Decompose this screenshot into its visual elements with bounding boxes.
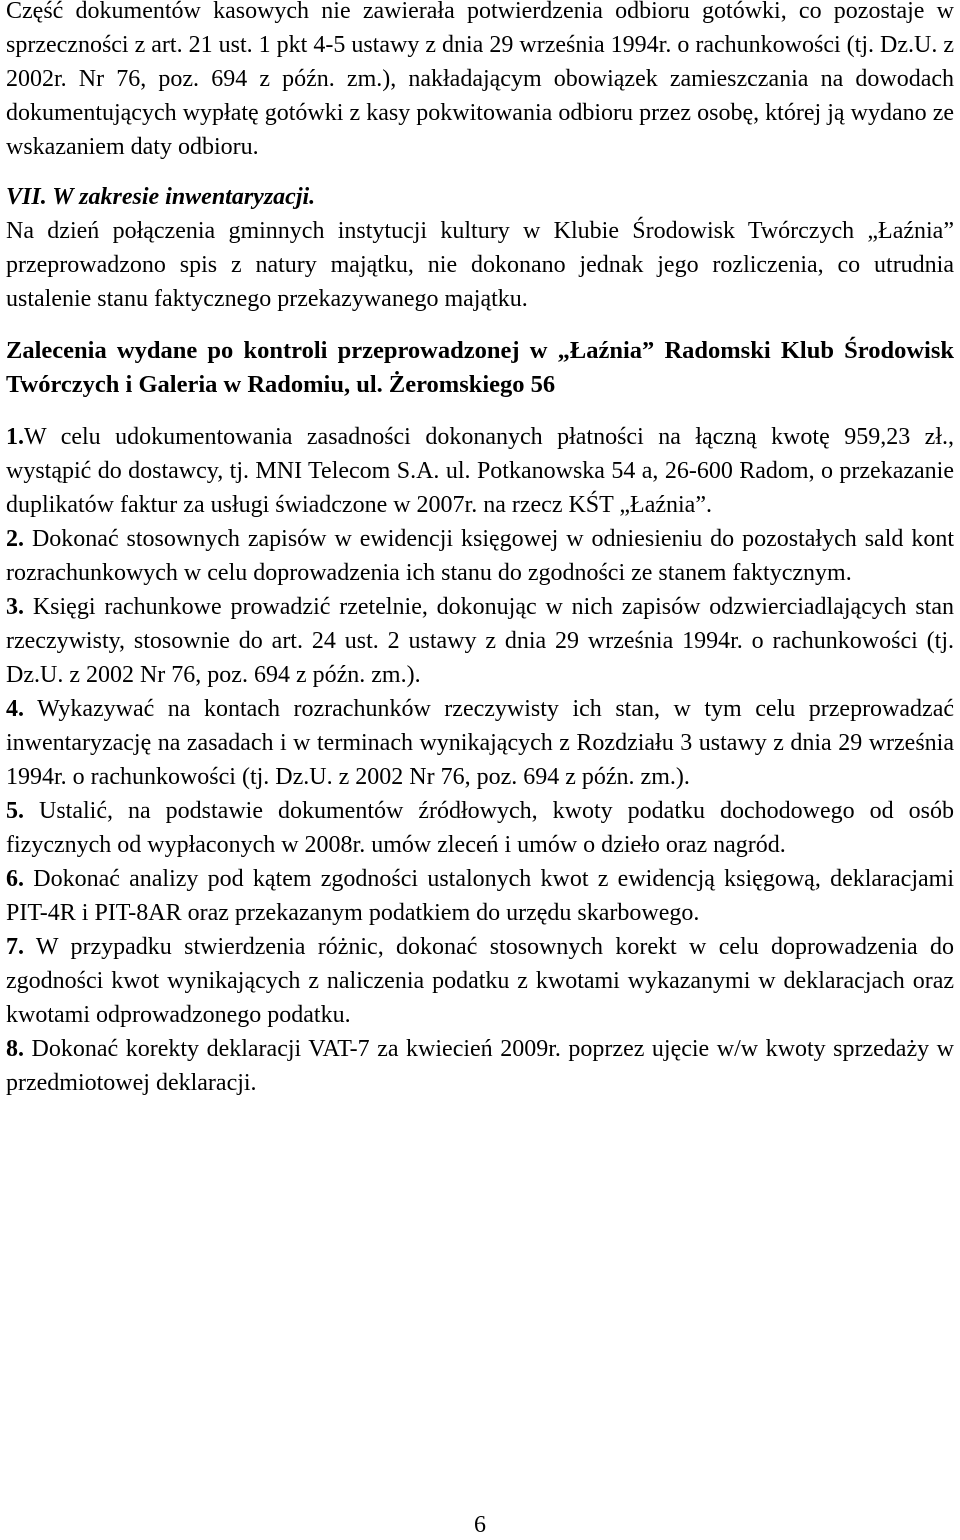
section-vii-text: Na dzień połączenia gminnych instytucji kultury w Klubie Środowisk Twórczych „Łaźnia” przeprowadzono spis z natury majątku, nie dokonano jednak jego rozliczenia, co utrudnia ustalenie stanu faktycznego przekazywanego majątku. bbox=[6, 218, 954, 312]
item-text: Dokonać analizy pod kątem zgodności ustalonych kwot z ewidencją księgową, deklaracjami PIT-4R i PIT-8AR oraz przekazanym podatkiem do urzędu skarbowego. bbox=[6, 866, 954, 926]
item-number: 1. bbox=[6, 424, 24, 450]
item-text: Ustalić, na podstawie dokumentów źródłowych, kwoty podatku dochodowego od osób fizycznych od wypłaconych w 2008r. umów zleceń i umów o dzieło oraz nagród. bbox=[6, 798, 954, 858]
recommendation-item bbox=[6, 1032, 954, 1100]
item-text: Wykazywać na kontach rozrachunków rzeczywisty ich stan, w tym celu przeprowadzać inwentaryzację na zasadach i w terminach wynikających z Rozdziału 3 ustawy z dnia 29 września 1994r. o rachunkowości (tj. Dz.U. z 2002 Nr 76, poz. 694 z późn. zm.). bbox=[6, 696, 954, 790]
recommendation-item bbox=[6, 420, 954, 522]
recommendation-item bbox=[6, 590, 954, 692]
item-number: 8. bbox=[6, 1036, 24, 1062]
recommendation-item bbox=[6, 930, 954, 1032]
section-vii-heading: VII. W zakresie inwentaryzacji. bbox=[6, 184, 316, 210]
item-number: 3. bbox=[6, 594, 24, 620]
item-number: 7. bbox=[6, 934, 24, 960]
item-text: Dokonać stosownych zapisów w ewidencji księgowej w odniesieniu do pozostałych sald kont rozrachunkowych w celu doprowadzenia ich stanu do zgodności ze stanem faktycznym. bbox=[6, 526, 954, 586]
recommendation-item bbox=[6, 522, 954, 590]
recommendations-title: Zalecenia wydane po kontroli przeprowadzonej w „Łaźnia” Radomski Klub Środowisk Twórczych i Galeria w Radomiu, ul. Żeromskiego 56 bbox=[6, 337, 954, 398]
item-number: 4. bbox=[6, 696, 24, 722]
item-text: Księgi rachunkowe prowadzić rzetelnie, dokonując w nich zapisów odzwierciadlających stan rzeczywisty, stosownie do art. 24 ust. 2 ustawy z dnia 29 września 1994r. o rachunkowości (tj. Dz.U. z 2002 Nr 76, poz. 694 z późn. zm.). bbox=[6, 594, 954, 688]
document-page bbox=[6, 0, 954, 1100]
item-text: Dokonać korekty deklaracji VAT-7 za kwiecień 2009r. poprzez ujęcie w/w kwoty sprzedaży w przedmiotowej deklaracji. bbox=[6, 1036, 954, 1096]
item-number: 6. bbox=[6, 866, 24, 892]
recommendation-item bbox=[6, 862, 954, 930]
recommendation-item bbox=[6, 794, 954, 862]
recommendation-item bbox=[6, 692, 954, 794]
recommendations-list bbox=[6, 420, 954, 1100]
item-number: 2. bbox=[6, 526, 24, 552]
item-number: 5. bbox=[6, 798, 24, 824]
item-text: W przypadku stwierdzenia różnic, dokonać stosownych korekt w celu doprowadzenia do zgodności kwot wynikających z naliczenia podatku z kwotami wykazanymi w deklaracjach oraz kwotami odprowadzonego podatku. bbox=[6, 934, 954, 1028]
intro-paragraph: Część dokumentów kasowych nie zawierała potwierdzenia odbioru gotówki, co pozostaje w sprzeczności z art. 21 ust. 1 pkt 4-5 ustawy z dnia 29 września 1994r. o rachunkowości (tj. Dz.U. z 2002r. Nr 76, poz. 694 z późn. zm.), nakładającym obowiązek zamieszczania na dowodach dokumentujących wypłatę gotówki z kasy pokwitowania odbioru przez osobę, której ją wydano ze wskazaniem daty odbioru. bbox=[6, 0, 954, 160]
page-number: 6 bbox=[474, 1512, 486, 1538]
item-text: W celu udokumentowania zasadności dokonanych płatności na łączną kwotę 959,23 zł., wystąpić do dostawcy, tj. MNI Telecom S.A. ul. Potkanowska 54 a, 26-600 Radom, o przekazanie duplikatów faktur za usługi świadczone w 2007r. na rzecz KŚT „Łaźnia”. bbox=[6, 424, 954, 518]
